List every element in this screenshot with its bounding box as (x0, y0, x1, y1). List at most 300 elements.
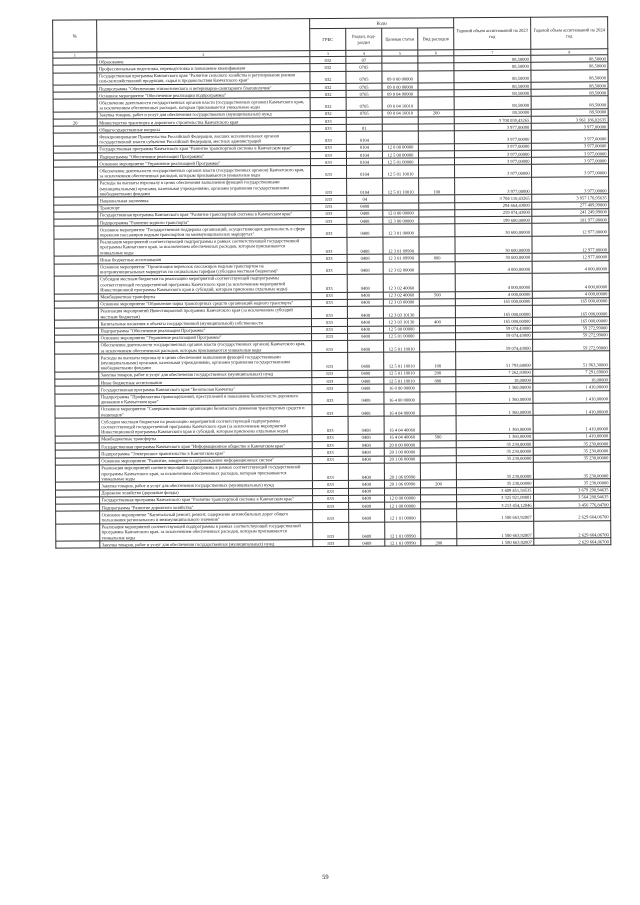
cell-name: Реализация мероприятий соответствующей подпрограммы в рамках соответствующей государственной программы Камчатского края, за исключением обеспеченных расходов, которым присваиваются уникальные коды (100, 522, 313, 541)
cell-v: 500 (419, 291, 455, 298)
cell-v (420, 416, 456, 434)
cell-y2: 3 977,00000 (531, 150, 608, 158)
cell-y2: 1 410,00000 (533, 433, 610, 441)
cell-v (419, 306, 455, 319)
cell-y2: 51 963,30000 (533, 351, 610, 369)
cell-r: 0408 (347, 318, 383, 325)
cell-y2: 12 977,00000 (532, 223, 609, 236)
cell-t: 16 4 04 00000 (384, 404, 420, 417)
cell-name: Подпрограмма "Электронное правительство в Камчатском крае" (99, 449, 312, 458)
colnum: 4 (346, 50, 382, 56)
cell-n (54, 263, 98, 276)
cell-name: Основное мероприятие "Обеспечение реализации подпрограммы" (97, 91, 310, 100)
cell-g: 833 (312, 417, 348, 435)
cell-v: 800 (420, 377, 456, 384)
cell-n (53, 73, 97, 86)
cell-r: 0408 (347, 292, 383, 299)
cell-g: 833 (310, 159, 346, 166)
cell-y1: 199 600,00000 (455, 216, 532, 224)
cell-v (418, 131, 454, 144)
cell-r: 0104 (347, 166, 383, 179)
cell-y2: 3 564 288,94635 (534, 494, 611, 502)
cell-y2: 88,50000 (531, 82, 608, 90)
cell-t: 12 5 01 10010 (383, 165, 419, 178)
cell-y2: 59 272,99000 (533, 339, 610, 352)
cell-r: 0408 (348, 353, 384, 371)
cell-n (55, 465, 99, 483)
cell-name: Государственная программа Камчатского края "Развитие транспортной системы в Камчатском крае" (97, 144, 310, 153)
cell-y2: 35 230,00000 (533, 462, 610, 480)
cell-r: 0408 (348, 456, 384, 463)
cell-r: 0408 (347, 254, 383, 261)
cell-r: 0408 (348, 377, 384, 384)
cell-y1: 4 000,00000 (455, 291, 532, 299)
cell-y1: 165 000,00000 (455, 305, 532, 318)
cell-y1: 3 977,00000 (454, 150, 531, 158)
cell-r: 0104 (346, 144, 382, 151)
cell-name: Основное мероприятие "Обновление парка транспортных средств организаций водного транспорта" (98, 299, 311, 308)
cell-r: 0409 (349, 539, 385, 546)
cell-y2: 3 961 186,82635 (531, 116, 608, 124)
cell-r: 0408 (348, 441, 384, 448)
cell-y2: 3 957 178,95635 (532, 194, 609, 202)
cell-r: 0705 (346, 98, 382, 111)
cell-y1: 1 360,00000 (456, 391, 533, 404)
cell-r: 0408 (348, 417, 384, 435)
cell-t: 12 5 01 00000 (382, 158, 418, 165)
cell-g: 832 (310, 57, 346, 64)
cell-g: 832 (310, 110, 346, 117)
cell-g: 833 (313, 510, 349, 523)
cell-y2: 4 000,00000 (532, 290, 609, 298)
colnum: 6 (418, 50, 454, 56)
cell-y1: 1 360,00000 (456, 384, 533, 392)
cell-y2: 165 000,00000 (532, 305, 609, 318)
cell-t: 12 3 01 09990 (383, 254, 419, 261)
cell-y1: 4 000,00000 (455, 273, 532, 291)
cell-name: Иные бюджетные ассигнования (98, 255, 311, 264)
cell-v (420, 391, 456, 404)
cell-v (421, 521, 457, 539)
cell-t: 12 3 03 10130 (383, 306, 419, 319)
cell-g: 833 (313, 502, 349, 509)
cell-v: 100 (419, 178, 455, 196)
cell-name: Подпрограмма "Обеспечение реализации Программы" (97, 152, 310, 161)
cell-t: 16 4 00 00000 (384, 392, 420, 405)
cell-t: 12 3 02 00000 (383, 261, 419, 274)
cell-name: Обеспечение деятельности государственных органов власти (государственных органов) Камчатского края, за исключением обеспеченных расходов, которым присваиваются уникальные коды (98, 166, 311, 180)
cell-t: 12 1 01 09990 (385, 539, 421, 546)
cell-v: 800 (419, 254, 455, 261)
cell-y1: 259 074,43000 (455, 209, 532, 217)
cell-y1: 35 230,00000 (456, 480, 533, 488)
cell-r: 0705 (346, 83, 382, 90)
colnum: 2 (97, 51, 310, 59)
cell-n: 20 (53, 119, 97, 126)
cell-t: 12 1 00 00000 (385, 502, 421, 509)
cell-t: 12 3 01 00000 (383, 224, 419, 237)
cell-y2: 88,50000 (531, 69, 608, 82)
cell-t: 09 0 00 00000 (382, 71, 418, 84)
cell-v (420, 340, 456, 353)
cell-name: Государственная программа Камчатского края "Развитие транспортной системы в Камчатском крае" (100, 495, 313, 504)
cell-name: Закупка товаров, работ и услуг для обеспечения государственных (муниципальных) нужд (99, 371, 312, 380)
cell-y1: 3 213 454,12046 (457, 501, 534, 509)
cell-y2: 1 410,00000 (533, 383, 610, 391)
cell-name: Дорожное хозяйство (дорожные фонды) (99, 488, 312, 497)
cell-r: 0408 (347, 306, 383, 319)
cell-y1: 59 074,43000 (455, 325, 532, 333)
cell-t: 12 3 00 00000 (383, 217, 419, 224)
cell-r: 0408 (348, 404, 384, 417)
cell-v (419, 261, 455, 274)
cell-r: 0408 (347, 274, 383, 292)
cell-r: 0408 (348, 463, 384, 481)
cell-t: 12 0 00 00000 (382, 144, 418, 151)
cell-y2: 4 000,00000 (532, 273, 609, 291)
cell-y2: 3 977,00000 (532, 177, 609, 195)
cell-t: 12 5 00 00000 (383, 325, 419, 332)
cell-name: Обеспечение деятельности государственных органов власти (государственных органов) Камчатского края, за исключением обеспеченных расходов, которым присваиваются уникальные коды (97, 98, 310, 112)
cell-name: Подпрограмма "Обеспечение эпизоотического и ветеринарно-санитарного благополучия" (97, 84, 310, 93)
cell-y1: 88,50000 (454, 109, 531, 117)
cell-v: 400 (419, 318, 455, 325)
cell-r: 0409 (349, 502, 385, 509)
cell-r: 0408 (347, 224, 383, 237)
colnum: 3 (310, 50, 346, 56)
cell-t: 12 3 01 09990 (383, 237, 419, 255)
cell-r: 0408 (347, 262, 383, 275)
cell-g: 832 (310, 83, 346, 90)
cell-t: 20 0 00 00000 (384, 441, 420, 448)
cell-y1: 59 074,43000 (456, 339, 533, 352)
cell-name: Национальная экономика (98, 196, 311, 205)
cell-y1: 3 704 110,43265 (455, 195, 532, 203)
budget-table-body (53, 55, 611, 549)
cell-r: 0408 (347, 217, 383, 224)
cell-y2: 59 272,99000 (533, 332, 610, 340)
cell-y1: 35 230,00000 (456, 455, 533, 463)
cell-name: Подпрограмма "Развитие водного транспорта" (98, 218, 311, 227)
cell-g: 833 (312, 481, 348, 488)
cell-y1: 88,50000 (454, 97, 531, 110)
cell-g: 833 (310, 151, 346, 158)
cell-g: 832 (310, 71, 346, 84)
cell-g: 833 (311, 319, 347, 326)
cell-r: 0408 (348, 385, 384, 392)
cell-y1: 3 977,00000 (455, 177, 532, 195)
cell-g: 833 (311, 306, 347, 319)
cell-name: Основное мероприятие "Капитальный ремонт, ремонт, содержание автомобильных дорог общего пользования регионального и межмуниципального значения" (100, 510, 313, 524)
cell-y1: 35 230,00000 (456, 448, 533, 456)
cell-t: 12 5 00 00000 (382, 151, 418, 158)
cell-name: Расходы на выплаты персоналу в целях обеспечения выполнения функций государственными (муниципальными) органами, казенными учреждениями, органами управления государственными внебюджетными фондами (98, 178, 311, 197)
cell-t: 12 1 01 09990 (385, 522, 421, 540)
cell-v: 200 (420, 480, 456, 487)
cell-y2: 12 977,00000 (532, 253, 609, 261)
cell-name: Основное мероприятие "Государственная поддержка организаций, осуществляющих деятельность в сфере перевозок пассажиров водным транспортом на межмуниципальных маршрутах" (98, 225, 311, 239)
cell-name: Профессиональная подготовка, переподготовка и повышение квалификации (97, 64, 310, 73)
cell-r: 0104 (346, 132, 382, 145)
cell-r: 0409 (349, 509, 385, 522)
cell-name: Расходы на выплаты персоналу в целях обеспечения выполнения функций государственными (муниципальными) органами, казенными учреждениями, органами управления государственными внебюджетными фондами (99, 353, 312, 372)
cell-n (55, 406, 99, 419)
cell-y1: 88,50000 (454, 63, 531, 71)
cell-t: 09 8 00 00000 (382, 83, 418, 90)
cell-t: 12 0 00 00000 (385, 495, 421, 502)
cell-t: 12 3 03 10130 (383, 318, 419, 325)
cell-g: 833 (313, 495, 349, 502)
cell-y2: 3 679 298,94635 (533, 486, 610, 494)
colnum: 1 (53, 52, 97, 58)
cell-r: 0408 (348, 392, 384, 405)
cell-name: Реализация мероприятий соответствующей подпрограммы в рамках соответствующей государственной программы Камчатского края, за исключением обеспеченных расходов, которым присваиваются уникальные коды (99, 463, 312, 482)
cell-y2: 59 272,99000 (532, 324, 609, 332)
cell-y1: 1 360,00000 (456, 416, 533, 434)
cell-name: Государственная программа Камчатского края "Безопасная Камчатка" (99, 385, 312, 394)
cell-g: 833 (311, 217, 347, 224)
cell-g: 833 (312, 385, 348, 392)
cell-g: 833 (312, 434, 348, 441)
header-name (97, 19, 310, 52)
cell-t: 12 3 02 40060 (383, 291, 419, 298)
cell-y1: 3 977,00000 (454, 143, 531, 151)
cell-name: Основное мероприятие "Организация перевозок пассажиров водным транспортом на внутримуниципальных маршрутах по социальным тарифам (субсидии местным бюджетам)" (98, 262, 311, 276)
cell-t: 12 5 01 10010 (384, 377, 420, 384)
cell-y1: 1 360,00000 (456, 433, 533, 441)
cell-t: 12 5 01 00000 (384, 333, 420, 340)
cell-g: 832 (310, 64, 346, 71)
cell-r: 0408 (348, 333, 384, 340)
cell-r: 0408 (347, 203, 383, 210)
cell-g: 833 (310, 132, 346, 145)
cell-name: Реализация мероприятий Инвестиционной программы Камчатского края (за исключением субсидий местным бюджетам) (98, 307, 311, 321)
cell-name: Подпрограмма "Развитие дорожного хозяйства" (100, 503, 313, 512)
cell-y2: 3 977,00000 (531, 157, 608, 165)
cell-v: 200 (418, 110, 454, 117)
cell-y2: 12 977,00000 (532, 235, 609, 253)
cell-g: 833 (312, 392, 348, 405)
cell-name: Основное мероприятие "Совершенствование организации безопасного движения транспортных средств и пешеходов" (99, 405, 312, 419)
header-vid: Вид расходов (418, 28, 454, 50)
cell-y1: 88,50000 (454, 82, 531, 90)
cell-r: 04 (347, 196, 383, 203)
header-target: Целевая статья (382, 28, 418, 50)
cell-y1: 51 793,60000 (456, 352, 533, 370)
cell-v (419, 274, 455, 292)
header-num: № (53, 20, 97, 52)
cell-y1: 3 409 451,58535 (456, 487, 533, 495)
cell-r: 0408 (347, 299, 383, 306)
cell-g: 833 (312, 463, 348, 481)
cell-y2: 241 249,99000 (532, 209, 609, 217)
cell-y1: 3 977,00000 (454, 131, 531, 144)
cell-name: Капитальные вложения в объекты государственной (муниципальной) собственности (98, 319, 311, 328)
cell-v (418, 70, 454, 83)
cell-g: 833 (311, 210, 347, 217)
cell-y1: 294 664,43000 (455, 202, 532, 210)
cell-g: 833 (311, 255, 347, 262)
cell-g: 833 (311, 326, 347, 333)
cell-y2: 7 291,69000 (533, 369, 610, 377)
cell-g: 833 (312, 449, 348, 456)
cell-g: 833 (311, 292, 347, 299)
cell-r: 0104 (347, 178, 383, 196)
cell-t: 12 5 01 10010 (384, 340, 420, 353)
cell-y2: 181 977,00000 (532, 216, 609, 224)
cell-v (419, 224, 455, 237)
cell-t: 09 8 04 10010 (382, 110, 418, 117)
cell-n (56, 511, 100, 524)
cell-y2: 18,00000 (533, 376, 610, 384)
cell-name: Обеспечение деятельности государственных органов власти (государственных органов) Камчатского края, за исключением обеспеченных расходов, которым присваиваются уникальные коды (99, 341, 312, 355)
budget-table (52, 16, 611, 549)
cell-y1: 30 600,00000 (455, 224, 532, 237)
cell-name: Субсидии местным бюджетам на реализацию мероприятий соответствующей подпрограммы соответствующей государственной программы Камчатского края (за исключением мероприятий Инвестиционной программы Камчатского края и субсидий, которым присвоены отдельные коды) (98, 275, 311, 294)
cell-v (419, 165, 455, 178)
cell-v: 100 (420, 352, 456, 370)
cell-g: 833 (313, 522, 349, 540)
cell-r: 0705 (346, 90, 382, 97)
cell-y1: 18,00000 (456, 376, 533, 384)
header-2023: Годовой объем ассигнований на 2023 год (454, 17, 531, 49)
cell-g: 833 (310, 125, 346, 132)
cell-r: 07 (346, 56, 382, 63)
cell-r: 0409 (349, 522, 385, 540)
cell-r: 0408 (347, 210, 383, 217)
cell-y2: 88,50000 (531, 55, 608, 63)
cell-y2: 1 410,00000 (533, 415, 610, 433)
cell-y2: 277 489,99000 (532, 201, 609, 209)
cell-g: 833 (311, 178, 347, 196)
cell-y2: 165 000,00000 (532, 298, 609, 306)
cell-name: Закупка товаров, работ и услуг для обеспечения государственных (муниципальных) нужд (99, 481, 312, 490)
page-number: 59 (322, 874, 329, 882)
cell-y1: 35 230,00000 (456, 440, 533, 448)
cell-y1: 3 977,00000 (454, 158, 531, 166)
cell-t: 16 0 00 00000 (384, 384, 420, 391)
cell-y2: 165 000,00000 (532, 317, 609, 325)
cell-y2: 88,50000 (531, 89, 608, 97)
cell-n (56, 541, 100, 548)
cell-y1: 30 600,00000 (455, 254, 532, 262)
cell-name: Основное мероприятие "Управление реализацией Программы" (99, 333, 312, 342)
cell-y2: 4 000,00000 (532, 260, 609, 273)
cell-t: 12 5 01 10010 (384, 352, 420, 370)
cell-y2: 35 230,00000 (533, 454, 610, 462)
cell-r: 0408 (348, 449, 384, 456)
cell-name: Подпрограмма "Обеспечение реализации Программы" (99, 326, 312, 335)
cell-y2: 3 977,00000 (531, 143, 608, 151)
cell-n (55, 418, 99, 436)
cell-y1: 7 262,83000 (456, 369, 533, 377)
cell-n (54, 276, 98, 294)
cell-g: 833 (311, 225, 347, 238)
cell-name: Основное мероприятие "Развитие, внедрение и сопровождение информационных систем" (99, 456, 312, 465)
cell-y2: 35 230,00000 (533, 479, 610, 487)
cell-r: 01 (346, 124, 382, 131)
cell-y1: 59 074,43000 (456, 332, 533, 340)
cell-r: 0408 (348, 434, 384, 441)
cell-t: 09 8 04 10010 (382, 97, 418, 110)
cell-r: 0409 (348, 488, 384, 495)
cell-name: Реализация мероприятий соответствующей подпрограммы в рамках соответствующей государственной программы Камчатского края, за исключением обеспеченных расходов, которым присваиваются уникальные коды (98, 237, 311, 256)
cell-g: 833 (311, 196, 347, 203)
cell-y2: 2 629 664,06700 (534, 520, 611, 538)
cell-name: Иные бюджетные ассигнования (99, 378, 312, 387)
cell-v: 200 (421, 539, 457, 546)
cell-y2: 35 230,00000 (533, 440, 610, 448)
cell-g: 833 (312, 340, 348, 353)
cell-n (55, 354, 99, 372)
colnum: 5 (382, 50, 418, 56)
cell-g: 833 (310, 144, 346, 151)
cell-t: 20 1 06 09990 (384, 480, 420, 487)
cell-y2: 3 977,00000 (531, 123, 608, 131)
cell-t: 12 5 01 10010 (384, 370, 420, 377)
cell-y1: 165 000,00000 (455, 298, 532, 306)
cell-g: 833 (312, 488, 348, 495)
cell-g: 833 (312, 378, 348, 385)
cell-n (54, 167, 98, 180)
cell-t: 12 3 03 00000 (383, 299, 419, 306)
cell-y1: 165 000,00000 (455, 318, 532, 326)
cell-n (56, 524, 100, 542)
cell-y1: 88,50000 (454, 55, 531, 63)
cell-y1: 1 360,00000 (456, 403, 533, 416)
cell-name: Межбюджетные трансферты (99, 435, 312, 444)
cell-g: 833 (313, 540, 349, 547)
header-razdel: Раздел, под-раздел (346, 28, 382, 50)
cell-n (54, 226, 98, 239)
cell-r: 0408 (347, 237, 383, 255)
cell-y2: 2 629 664,06700 (534, 508, 611, 521)
cell-t: 20 1 06 00000 (384, 456, 420, 463)
cell-n (54, 180, 98, 198)
cell-g: 833 (312, 333, 348, 340)
cell-y2: 2 629 664,06700 (534, 538, 611, 546)
cell-r: 0104 (346, 151, 382, 158)
cell-g: 833 (312, 456, 348, 463)
cell-y1: 1 580 663,92807 (457, 521, 534, 539)
cell-y2: 88,50000 (531, 96, 608, 109)
colnum: 8 (531, 49, 608, 56)
cell-y1: 4 000,00000 (455, 261, 532, 274)
colnum: 7 (454, 49, 531, 56)
cell-name: Транспорт (98, 203, 311, 212)
cell-r: 0408 (347, 326, 383, 333)
header-codes: Коды (310, 18, 454, 29)
cell-name: Функционирование Правительства Российской Федерации, высших исполнительных органов государственной власти субъектов Российской Федерации, местных администраций (97, 132, 310, 146)
cell-name: Образование (97, 57, 310, 66)
header-grbs: ГРБС (310, 28, 346, 50)
cell-y1: 30 600,00000 (455, 236, 532, 254)
cell-name: Государственная программа Камчатского края "Развитие сельского хозяйства и регулирование рынков сельскохозяйственной продукции, сырья и продовольствия Камчатского края" (97, 71, 310, 85)
cell-name: Закупка товаров, работ и услуг для обеспечения государственных (муниципальных) нужд (97, 110, 310, 119)
cell-g: 833 (311, 166, 347, 179)
cell-y1: 3 325 921,09801 (457, 494, 534, 502)
cell-y1: 1 580 663,92807 (457, 508, 534, 521)
cell-y2: 3 977,00000 (532, 164, 609, 177)
cell-name: Основное мероприятие "Управление реализацией Программы" (97, 159, 310, 168)
cell-n (54, 239, 98, 257)
cell-v: 200 (420, 370, 456, 377)
cell-v (419, 236, 455, 254)
cell-name: Общегосударственные вопросы (97, 125, 310, 134)
cell-name: Государственная программа Камчатского края "Развитие транспортной системы в Камчатском крае" (98, 210, 311, 219)
cell-n (54, 308, 98, 321)
cell-n (55, 393, 99, 406)
